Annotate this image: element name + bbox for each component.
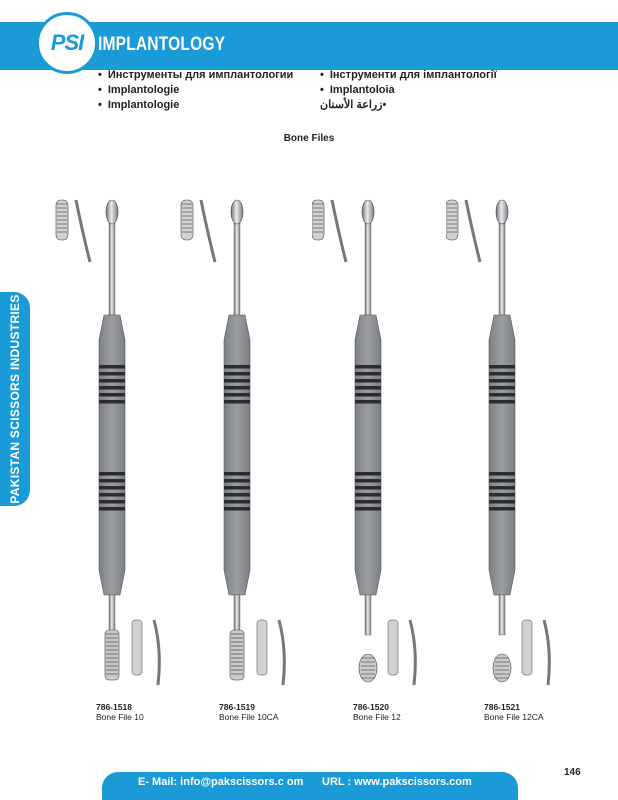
instrument-drawing bbox=[446, 190, 586, 690]
product-name: Bone File 10CA bbox=[219, 712, 279, 722]
side-tab-label: PAKISTAN SCISSORS INDUSTRIES bbox=[8, 294, 22, 504]
instrument-image-2 bbox=[175, 190, 315, 690]
product-code: 786-1518 bbox=[96, 702, 132, 712]
company-logo bbox=[36, 12, 98, 74]
product-name: Bone File 12CA bbox=[484, 712, 544, 722]
instrument-image-1 bbox=[50, 190, 190, 690]
logo-text: PSI bbox=[50, 30, 84, 55]
product-code: 786-1520 bbox=[353, 702, 389, 712]
page-number: 146 bbox=[564, 767, 581, 778]
subtitle-item: • Implantologie bbox=[98, 98, 293, 113]
subtitle-list-left bbox=[98, 68, 293, 113]
subtitle-item: • Инструменты для имплантологии bbox=[98, 68, 293, 83]
product-caption-4 bbox=[484, 702, 544, 722]
instrument-drawing bbox=[50, 190, 190, 690]
section-title: Bone Files bbox=[283, 133, 335, 144]
subtitle-item: • Інструменти для імплантології bbox=[320, 68, 497, 83]
product-code: 786-1521 bbox=[484, 702, 520, 712]
product-name: Bone File 10 bbox=[96, 712, 144, 722]
product-name: Bone File 12 bbox=[353, 712, 401, 722]
subtitle-list-right bbox=[320, 68, 497, 113]
product-caption-3 bbox=[353, 702, 401, 722]
instrument-image-4 bbox=[446, 190, 586, 690]
instrument-drawing bbox=[312, 190, 452, 690]
subtitle-item: • Implantoloia bbox=[320, 83, 497, 98]
instrument-image-3 bbox=[312, 190, 452, 690]
product-caption-2 bbox=[219, 702, 279, 722]
product-caption-1 bbox=[96, 702, 144, 722]
subtitle-item: • Implantologie bbox=[98, 83, 293, 98]
subtitle-item: • زراعة الأسنان bbox=[320, 98, 497, 113]
page-title: IMPLANTOLOGY bbox=[98, 34, 226, 55]
footer-url[interactable]: URL : www.pakscissors.com bbox=[322, 776, 472, 788]
side-tab bbox=[0, 292, 30, 506]
product-code: 786-1519 bbox=[219, 702, 255, 712]
instrument-drawing bbox=[175, 190, 315, 690]
footer-email[interactable]: E- Mail: info@pakscissors.c om bbox=[138, 776, 304, 788]
